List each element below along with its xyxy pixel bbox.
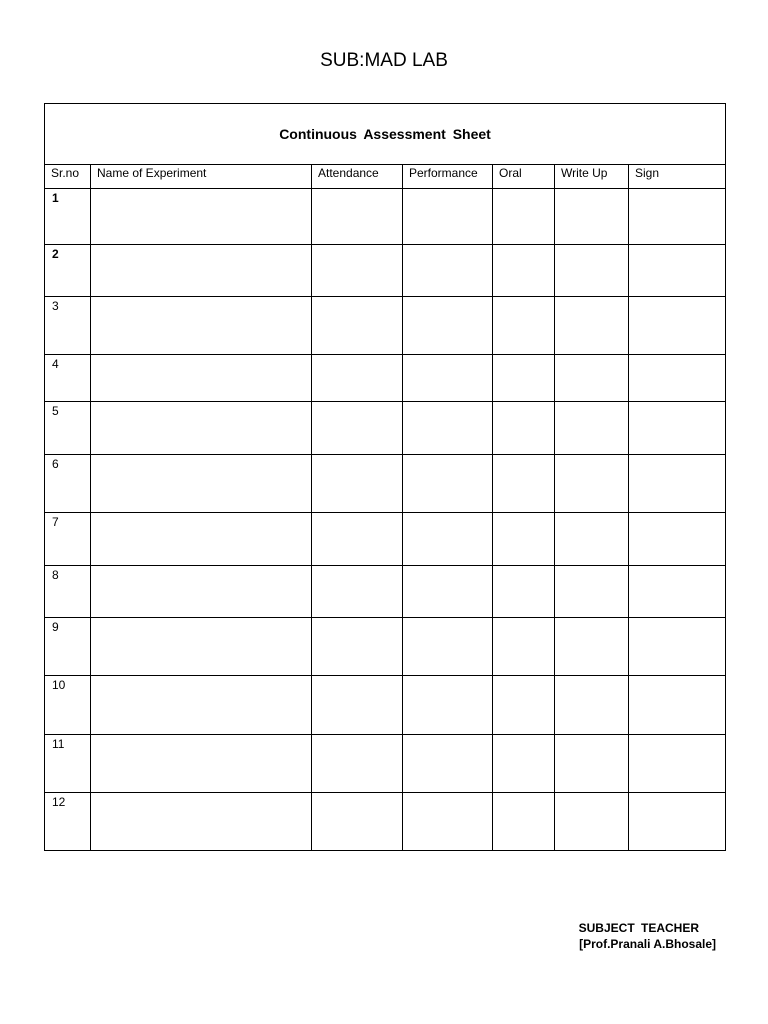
sign-cell [629,566,726,618]
experiment-name-cell [91,513,312,566]
column-header-experiment-name: Name of Experiment [91,165,312,189]
table-row [45,297,726,355]
signoff-teacher-name: [Prof.Pranali A.Bhosale] [579,937,716,951]
oral-cell [493,355,555,402]
oral-cell [493,566,555,618]
performance-cell [403,355,493,402]
document-title: SUB:MAD LAB [320,50,448,71]
performance-cell [403,735,493,793]
experiment-name-cell [91,566,312,618]
attendance-cell [312,735,403,793]
table-row [45,402,726,455]
oral-cell [493,513,555,566]
attendance-cell [312,566,403,618]
write-up-cell [555,297,629,355]
experiment-name-cell [91,618,312,676]
attendance-cell [312,297,403,355]
sr-no-cell: 2 [45,245,91,297]
performance-cell [403,455,493,513]
table-row [45,245,726,297]
sign-cell [629,297,726,355]
table-row [45,618,726,676]
table-row [45,735,726,793]
performance-cell [403,402,493,455]
attendance-cell [312,513,403,566]
column-header-performance: Performance [403,165,493,189]
oral-cell [493,793,555,851]
column-header-oral: Oral [493,165,555,189]
write-up-cell [555,245,629,297]
experiment-name-cell [91,355,312,402]
experiment-name-cell [91,402,312,455]
sign-cell [629,513,726,566]
column-header-attendance: Attendance [312,165,403,189]
write-up-cell [555,618,629,676]
table-row [45,566,726,618]
sr-no-cell: 12 [45,793,91,851]
assessment-table [44,103,726,851]
oral-cell [493,297,555,355]
write-up-cell [555,735,629,793]
attendance-cell [312,618,403,676]
table-row [45,189,726,245]
performance-cell [403,245,493,297]
experiment-name-cell [91,793,312,851]
experiment-name-cell [91,455,312,513]
sr-no-cell: 6 [45,455,91,513]
sr-no-cell: 11 [45,735,91,793]
sr-no-cell: 1 [45,189,91,245]
sign-cell [629,618,726,676]
experiment-name-cell [91,297,312,355]
write-up-cell [555,189,629,245]
sheet-title: Continuous Assessment Sheet [45,104,726,165]
oral-cell [493,735,555,793]
experiment-name-cell [91,189,312,245]
write-up-cell [555,676,629,735]
sign-cell [629,793,726,851]
oral-cell [493,618,555,676]
oral-cell [493,245,555,297]
sign-cell [629,735,726,793]
sr-no-cell: 5 [45,402,91,455]
performance-cell [403,793,493,851]
performance-cell [403,297,493,355]
oral-cell [493,676,555,735]
table-row [45,355,726,402]
experiment-name-cell [91,676,312,735]
sr-no-cell: 9 [45,618,91,676]
attendance-cell [312,189,403,245]
write-up-cell [555,402,629,455]
sr-no-cell: 3 [45,297,91,355]
write-up-cell [555,793,629,851]
performance-cell [403,513,493,566]
write-up-cell [555,355,629,402]
oral-cell [493,402,555,455]
performance-cell [403,189,493,245]
sign-cell [629,455,726,513]
write-up-cell [555,455,629,513]
oral-cell [493,189,555,245]
sign-cell [629,189,726,245]
signoff-role: SUBJECT TEACHER [578,921,699,935]
teacher-signoff [579,920,716,952]
table-row [45,455,726,513]
table-row [45,793,726,851]
sign-cell [629,245,726,297]
attendance-cell [312,355,403,402]
performance-cell [403,618,493,676]
attendance-cell [312,402,403,455]
attendance-cell [312,793,403,851]
sr-no-cell: 7 [45,513,91,566]
sr-no-cell: 8 [45,566,91,618]
oral-cell [493,455,555,513]
sr-no-cell: 10 [45,676,91,735]
write-up-cell [555,566,629,618]
attendance-cell [312,676,403,735]
table-row [45,676,726,735]
performance-cell [403,676,493,735]
sr-no-cell: 4 [45,355,91,402]
sign-cell [629,402,726,455]
write-up-cell [555,513,629,566]
performance-cell [403,566,493,618]
experiment-name-cell [91,735,312,793]
experiment-name-cell [91,245,312,297]
table-header-row [45,165,726,189]
sign-cell [629,676,726,735]
column-header-write-up: Write Up [555,165,629,189]
attendance-cell [312,455,403,513]
column-header-sign: Sign [629,165,726,189]
attendance-cell [312,245,403,297]
table-row [45,513,726,566]
sign-cell [629,355,726,402]
column-header-sr-no: Sr.no [45,165,91,189]
